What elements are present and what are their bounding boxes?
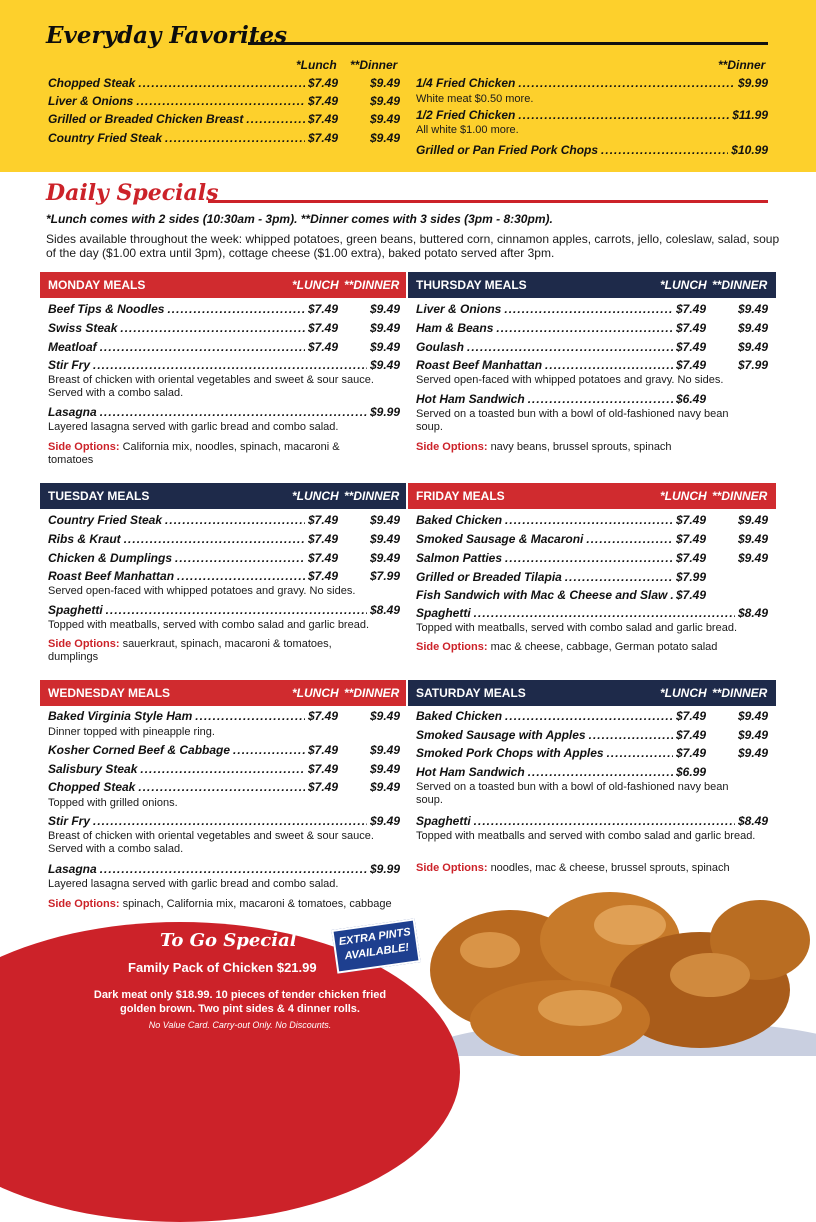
title-rule (248, 42, 768, 45)
menu-item: Beef Tips & Noodles ..... $7.49 $9.49 (48, 301, 400, 318)
menu-item: 1/2 Fried Chicken ..... $11.99 (416, 107, 768, 124)
saturday-header: SATURDAY MEALS *LUNCH **DINNER (408, 680, 776, 706)
sides-available-text: Sides available throughout the week: whipped potatoes, green beans, buttered corn, cinnamon apples, carrots, jello, coleslaw, salad, soup of the day ($1.00 extra until 3pm), cottage cheese ($1.00 extra), baked potato served after 3pm. (46, 232, 780, 260)
menu-item: Grilled or Breaded Chicken Breast ..... $7.49 $9.49 (48, 111, 400, 128)
menu-item: Smoked Pork Chops with Apples ..... $7.49 $9.49 (416, 745, 768, 762)
side-options: Side Options: sauerkraut, spinach, macaroni & tomatoes, dumplings (48, 638, 332, 663)
menu-item: Baked Chicken ..... $7.49 $9.49 (416, 708, 768, 725)
menu-item: Roast Beef Manhattan ..... $7.49 $7.99 (48, 568, 400, 585)
menu-item: Baked Virginia Style Ham ..... $7.49 $9.49 (48, 708, 400, 725)
title-rule (208, 200, 768, 203)
side-options: Side Options: California mix, noodles, spinach, macaroni & tomatoes (48, 441, 340, 466)
menu-item: Grilled or Breaded Tilapia ..... $7.99 (416, 569, 706, 586)
friday-header: FRIDAY MEALS *LUNCH **DINNER (408, 483, 776, 509)
menu-item: Meatloaf ..... $7.49 $9.49 (48, 339, 400, 356)
item-note: Layered lasagna served with garlic bread and combo salad. (48, 421, 339, 433)
menu-item: 1/4 Fried Chicken ..... $9.99 (416, 75, 768, 92)
item-note: White meat $0.50 more. (416, 93, 534, 105)
promo-fine-print: No Value Card. Carry-out Only. No Discounts. (148, 1020, 332, 1030)
menu-item: Ribs & Kraut ..... $7.49 $9.49 (48, 531, 400, 548)
menu-item: Liver & Onions ..... $7.49 $9.49 (416, 301, 768, 318)
monday-header: MONDAY MEALS *LUNCH **DINNER (40, 272, 406, 298)
menu-item: Chopped Steak ..... $7.49 $9.49 (48, 75, 400, 92)
item-note: Dinner topped with pineapple ring. (48, 726, 215, 738)
menu-item: Hot Ham Sandwich ..... $6.49 (416, 391, 706, 408)
promo-subtitle: Family Pack of Chicken $21.99 (128, 960, 317, 975)
menu-item: Stir Fry ..... $9.49 (48, 357, 400, 374)
item-note: Served open-faced with whipped potatoes and gravy. No sides. (416, 374, 724, 386)
daily-specials-title: Daily Specials (46, 180, 219, 206)
side-options: Side Options: mac & cheese, cabbage, German potato salad (416, 641, 718, 653)
tuesday-header: TUESDAY MEALS *LUNCH **DINNER (40, 483, 406, 509)
item-note: Layered lasagna served with garlic bread and combo salad. (48, 878, 339, 890)
item-note: Served open-faced with whipped potatoes and gravy. No sides. (48, 585, 356, 597)
menu-item: Lasagna ..... $9.99 (48, 404, 400, 421)
menu-item: Ham & Beans ..... $7.49 $9.49 (416, 320, 768, 337)
wednesday-header: WEDNESDAY MEALS *LUNCH **DINNER (40, 680, 406, 706)
menu-item: Goulash ..... $7.49 $9.49 (416, 339, 768, 356)
dinner-header: **Dinner (350, 58, 398, 72)
thursday-header: THURSDAY MEALS *LUNCH **DINNER (408, 272, 776, 298)
side-options: Side Options: noodles, mac & cheese, brussel sprouts, spinach (416, 862, 730, 874)
menu-item: Kosher Corned Beef & Cabbage ..... $7.49 $9.49 (48, 742, 400, 759)
item-note: Breast of chicken with oriental vegetables and sweet & sour sauce. Served with a combo salad. (48, 830, 374, 855)
menu-item: Country Fried Steak ..... $7.49 $9.49 (48, 130, 400, 147)
everyday-favorites-title: Everyday Favorites (46, 22, 288, 49)
item-note: Topped with meatballs, served with combo salad and garlic bread. (48, 619, 370, 631)
menu-item: Chopped Steak ..... $7.49 $9.49 (48, 779, 400, 796)
menu-item: Spaghetti ..... $8.49 (48, 602, 400, 619)
lunch-header: *Lunch (296, 58, 337, 72)
menu-item: Smoked Sausage & Macaroni ..... $7.49 $9.49 (416, 531, 768, 548)
menu-item: Salmon Patties ..... $7.49 $9.49 (416, 550, 768, 567)
menu-item: Stir Fry ..... $9.49 (48, 813, 400, 830)
menu-item: Liver & Onions ..... $7.49 $9.49 (48, 93, 400, 110)
item-note: All white $1.00 more. (416, 124, 519, 136)
side-options: Side Options: navy beans, brussel sprouts, spinach (416, 441, 672, 453)
menu-item: Swiss Steak ..... $7.49 $9.49 (48, 320, 400, 337)
dinner-header-right: **Dinner (718, 58, 766, 72)
item-note: Topped with meatballs, served with combo salad and garlic bread. (416, 622, 738, 634)
menu-item: Baked Chicken ..... $7.49 $9.49 (416, 512, 768, 529)
daily-specials-subtitle: *Lunch comes with 2 sides (10:30am - 3pm). **Dinner comes with 3 sides (3pm - 8:30pm). (46, 212, 553, 226)
item-note: Served on a toasted bun with a bowl of old-fashioned navy bean soup. (416, 408, 729, 433)
menu-item: Roast Beef Manhattan ..... $7.49 $7.99 (416, 357, 768, 374)
menu-item: Country Fried Steak ..... $7.49 $9.49 (48, 512, 400, 529)
fried-chicken-image (400, 880, 816, 1056)
menu-item: Hot Ham Sandwich ..... $6.99 (416, 764, 706, 781)
extra-pints-badge: EXTRA PINTS AVAILABLE! (331, 918, 420, 973)
item-note: Served on a toasted bun with a bowl of old-fashioned navy bean soup. (416, 781, 729, 806)
menu-item: Fish Sandwich with Mac & Cheese and Slaw ..... $7.49 (416, 587, 706, 604)
side-options: Side Options: spinach, California mix, macaroni & tomatoes, cabbage (48, 898, 392, 910)
menu-item: Spaghetti ..... $8.49 (416, 605, 768, 622)
item-note: Breast of chicken with oriental vegetables and sweet & sour sauce. Served with a combo salad. (48, 374, 374, 399)
item-note: Topped with grilled onions. (48, 797, 178, 809)
menu-item: Chicken & Dumplings ..... $7.49 $9.49 (48, 550, 400, 567)
menu-item: Lasagna ..... $9.99 (48, 861, 400, 878)
promo-title: To Go Special (160, 930, 297, 951)
menu-item: Spaghetti ..... $8.49 (416, 813, 768, 830)
menu-item: Grilled or Pan Fried Pork Chops ..... $10.99 (416, 142, 768, 159)
item-note: Topped with meatballs and served with combo salad and garlic bread. (416, 830, 756, 842)
promo-text: Dark meat only $18.99. 10 pieces of tender chicken fried golden brown. Two pint sides & 4 dinner rolls. (93, 989, 387, 1015)
menu-item: Salisbury Steak ..... $7.49 $9.49 (48, 761, 400, 778)
menu-item: Smoked Sausage with Apples ..... $7.49 $9.49 (416, 727, 768, 744)
